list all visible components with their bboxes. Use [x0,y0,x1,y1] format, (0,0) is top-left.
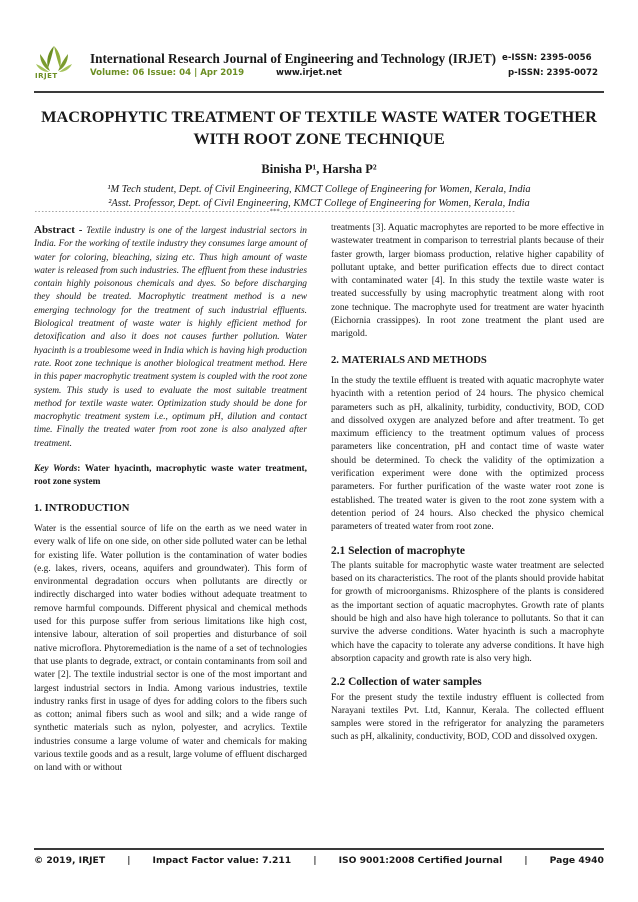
footer-impact-factor: Impact Factor value: 7.211 [152,855,292,866]
footer-separator: | [524,855,528,866]
introduction-heading: 1. INTRODUCTION [34,502,130,514]
abstract [34,224,307,451]
volume-issue: Volume: 06 Issue: 04 | Apr 2019 [90,68,245,78]
journal-website-link[interactable]: www.irjet.net [276,68,342,78]
affiliation-2: ²Asst. Professor, Dept. of Civil Engineering, KMCT College of Engineering for Women, Kerala, India [108,198,530,209]
footer-copyright: © 2019, IRJET [34,855,106,866]
affiliation-1: ¹M Tech student, Dept. of Civil Engineering, KMCT College of Engineering for Women, Kerala, India [107,184,531,195]
footer-iso: ISO 9001:2008 Certified Journal [338,855,503,866]
keywords [34,463,307,490]
paper-authors: Binisha P¹, Harsha P² [261,162,377,176]
eissn: e-ISSN: 2395-0056 [502,53,592,63]
pissn: p-ISSN: 2395-0072 [508,68,598,78]
footer-separator: | [127,855,131,866]
right-column [331,222,604,753]
introduction-text: Water is the essential source of life on the earth as we need water in every walk of life on one side, on other side polluted water can be lethal for existing life. Water pollution is the contamination of water bodies (e.g. lakes, rivers, oceans, aquifers and groundwater). This form of environmental degradation occurs when pollutants are directly or indirectly discharged into water bodies without adequate treatment to remove harmful compounds. Different physical and chemical methods used for this purpose suffer from serious limitations like high cost, intensive labour, alteration of soil properties and disturbance of soil native microflora. Phytoremediation is the name of a set of technologies that use plants to degrade, extract, or contain contaminants from soil and water [2]. The textile industrial sector is one of the most important and largest industrial sectors in India. Among various industries, textile industry ranks first in usage of dyes for adding colors to the fibers such as cotton; animal fibers such as wool and silk; and a wide range of synthetic materials such as nylon, polyester, and acrylics. Textile industries consume a large volume of water and chemicals for making various textile goods and as a result, large volume of effluent discharged on land with or without [34,523,307,774]
logo-text: IRJET [35,72,58,80]
left-column [34,224,307,784]
methods-text: In the study the textile effluent is treated with aquatic macrophyte water hyacinth with a retention period of 24 hours. The physico chemical parameters such as pH, alkalinity, turbidity, conductivity, BOD, COD and dissolved oxygen are analyzed before and after treatment. To get maximum efficiency to the treatment optimum values of process parameters like concentration, pH and contact time of waste water should be determined. To check the validity of the optimization a verification experiment were done with the optimized process parameters. For further purification of the waste water root zone is established. The treated water is given to the root zone system with a detention period of 24 hours. Also checked the physico chemical parameters of treated water from root zone. [331,375,604,533]
keywords-label: Key Words [34,464,78,475]
section-2-2-heading: 2.2 Collection of water samples [331,676,482,689]
abstract-text: Textile industry is one of the largest industrial sectors in India. For the working of textile industry they consumes large amount of water for coloring, bleaching, sizing etc. Thus high amount of waste water is released from such industries. The effluent from these industries contain highly poisonous chemicals and dyes. So before discharging they should be treated. Macrophytic treatment method is a new emerging technology for the treatment of such industrial effluents. Biological treatment of waste water is highly efficient method for detoxification and also it does not causes further pollution. Water hyacinth is a troublesome weed in India which is having high production rate. Root zone technique is another biological treatment method. Here in this paper macrophytic treatment system is coupled with the root zone system. This study is used to evaluate the most suitable treatment method for textile waste water. Optimization study should be done for macrophytic treatment system i.e., optimum pH, dilution and contact time. Finally the treated water from root zone is also analyzed after treatment. [34,226,307,449]
keywords-text: : Water hyacinth, macrophytic waste water treatment, root zone system [34,464,307,488]
abstract-label: Abstract - [34,224,87,236]
footer-page-number: Page 4940 [549,855,604,866]
page-footer [34,855,604,866]
section-2-1-text: The plants suitable for macrophytic waste water treatment are selected based on its characteristics. The root of the plants should provide habitat for growth of microorganisms. Rhizosphere of the plants is considered as the important section of aquatic macrophytes. Growth rate of plants should be high and also have high tolerance to pollutants. So that it can survive the adverse conditions. Water hyacinth is such a macrophyte which have the capacity to tolerate any adverse conditions. It have high absorption capacity and growth rate is also very high. [331,560,604,664]
section-2-1-heading: 2.1 Selection of macrophyte [331,544,465,557]
section-separator: ---------------------------------------------------------------------***--------------------------------------------------------------------- [34,208,516,215]
section-2-2-text: For the present study the textile industry effluent is collected from Narayani textiles Pvt. Ltd, Kannur, Kerala. The collected effluent samples were stored in the refrigerator for analyzing the parameters such as pH, alkalinity, conductivity, BOD, COD and dissolved oxygen. [331,692,604,743]
header-rule [34,91,604,93]
footer-rule [34,848,604,850]
journal-title: International Research Journal of Engineering and Technology (IRJET) [90,51,497,66]
journal-header [0,40,638,90]
introduction-continued: treatments [3]. Aquatic macrophytes are reported to be more effective in wastewater treatment in comparison to terrestrial plants because of their faster growth, larger biomass production, relative higher capability of pollutant uptake, and better purification effects due to direct contact with contaminated water [4]. In this study the textile waste water is treated successfully by using macrophytic treatment along with root zone technique. The macrophyte used for treatment are water hyacinth (Eichornia crassippes). In root zone treatment the plant used are marigold. [331,223,604,340]
methods-heading: 2. MATERIALS AND METHODS [331,354,487,366]
paper-title: MACROPHYTIC TREATMENT OF TEXTILE WASTE WATER TOGETHER WITH ROOT ZONE TECHNIQUE [41,107,597,148]
footer-separator: | [313,855,317,866]
